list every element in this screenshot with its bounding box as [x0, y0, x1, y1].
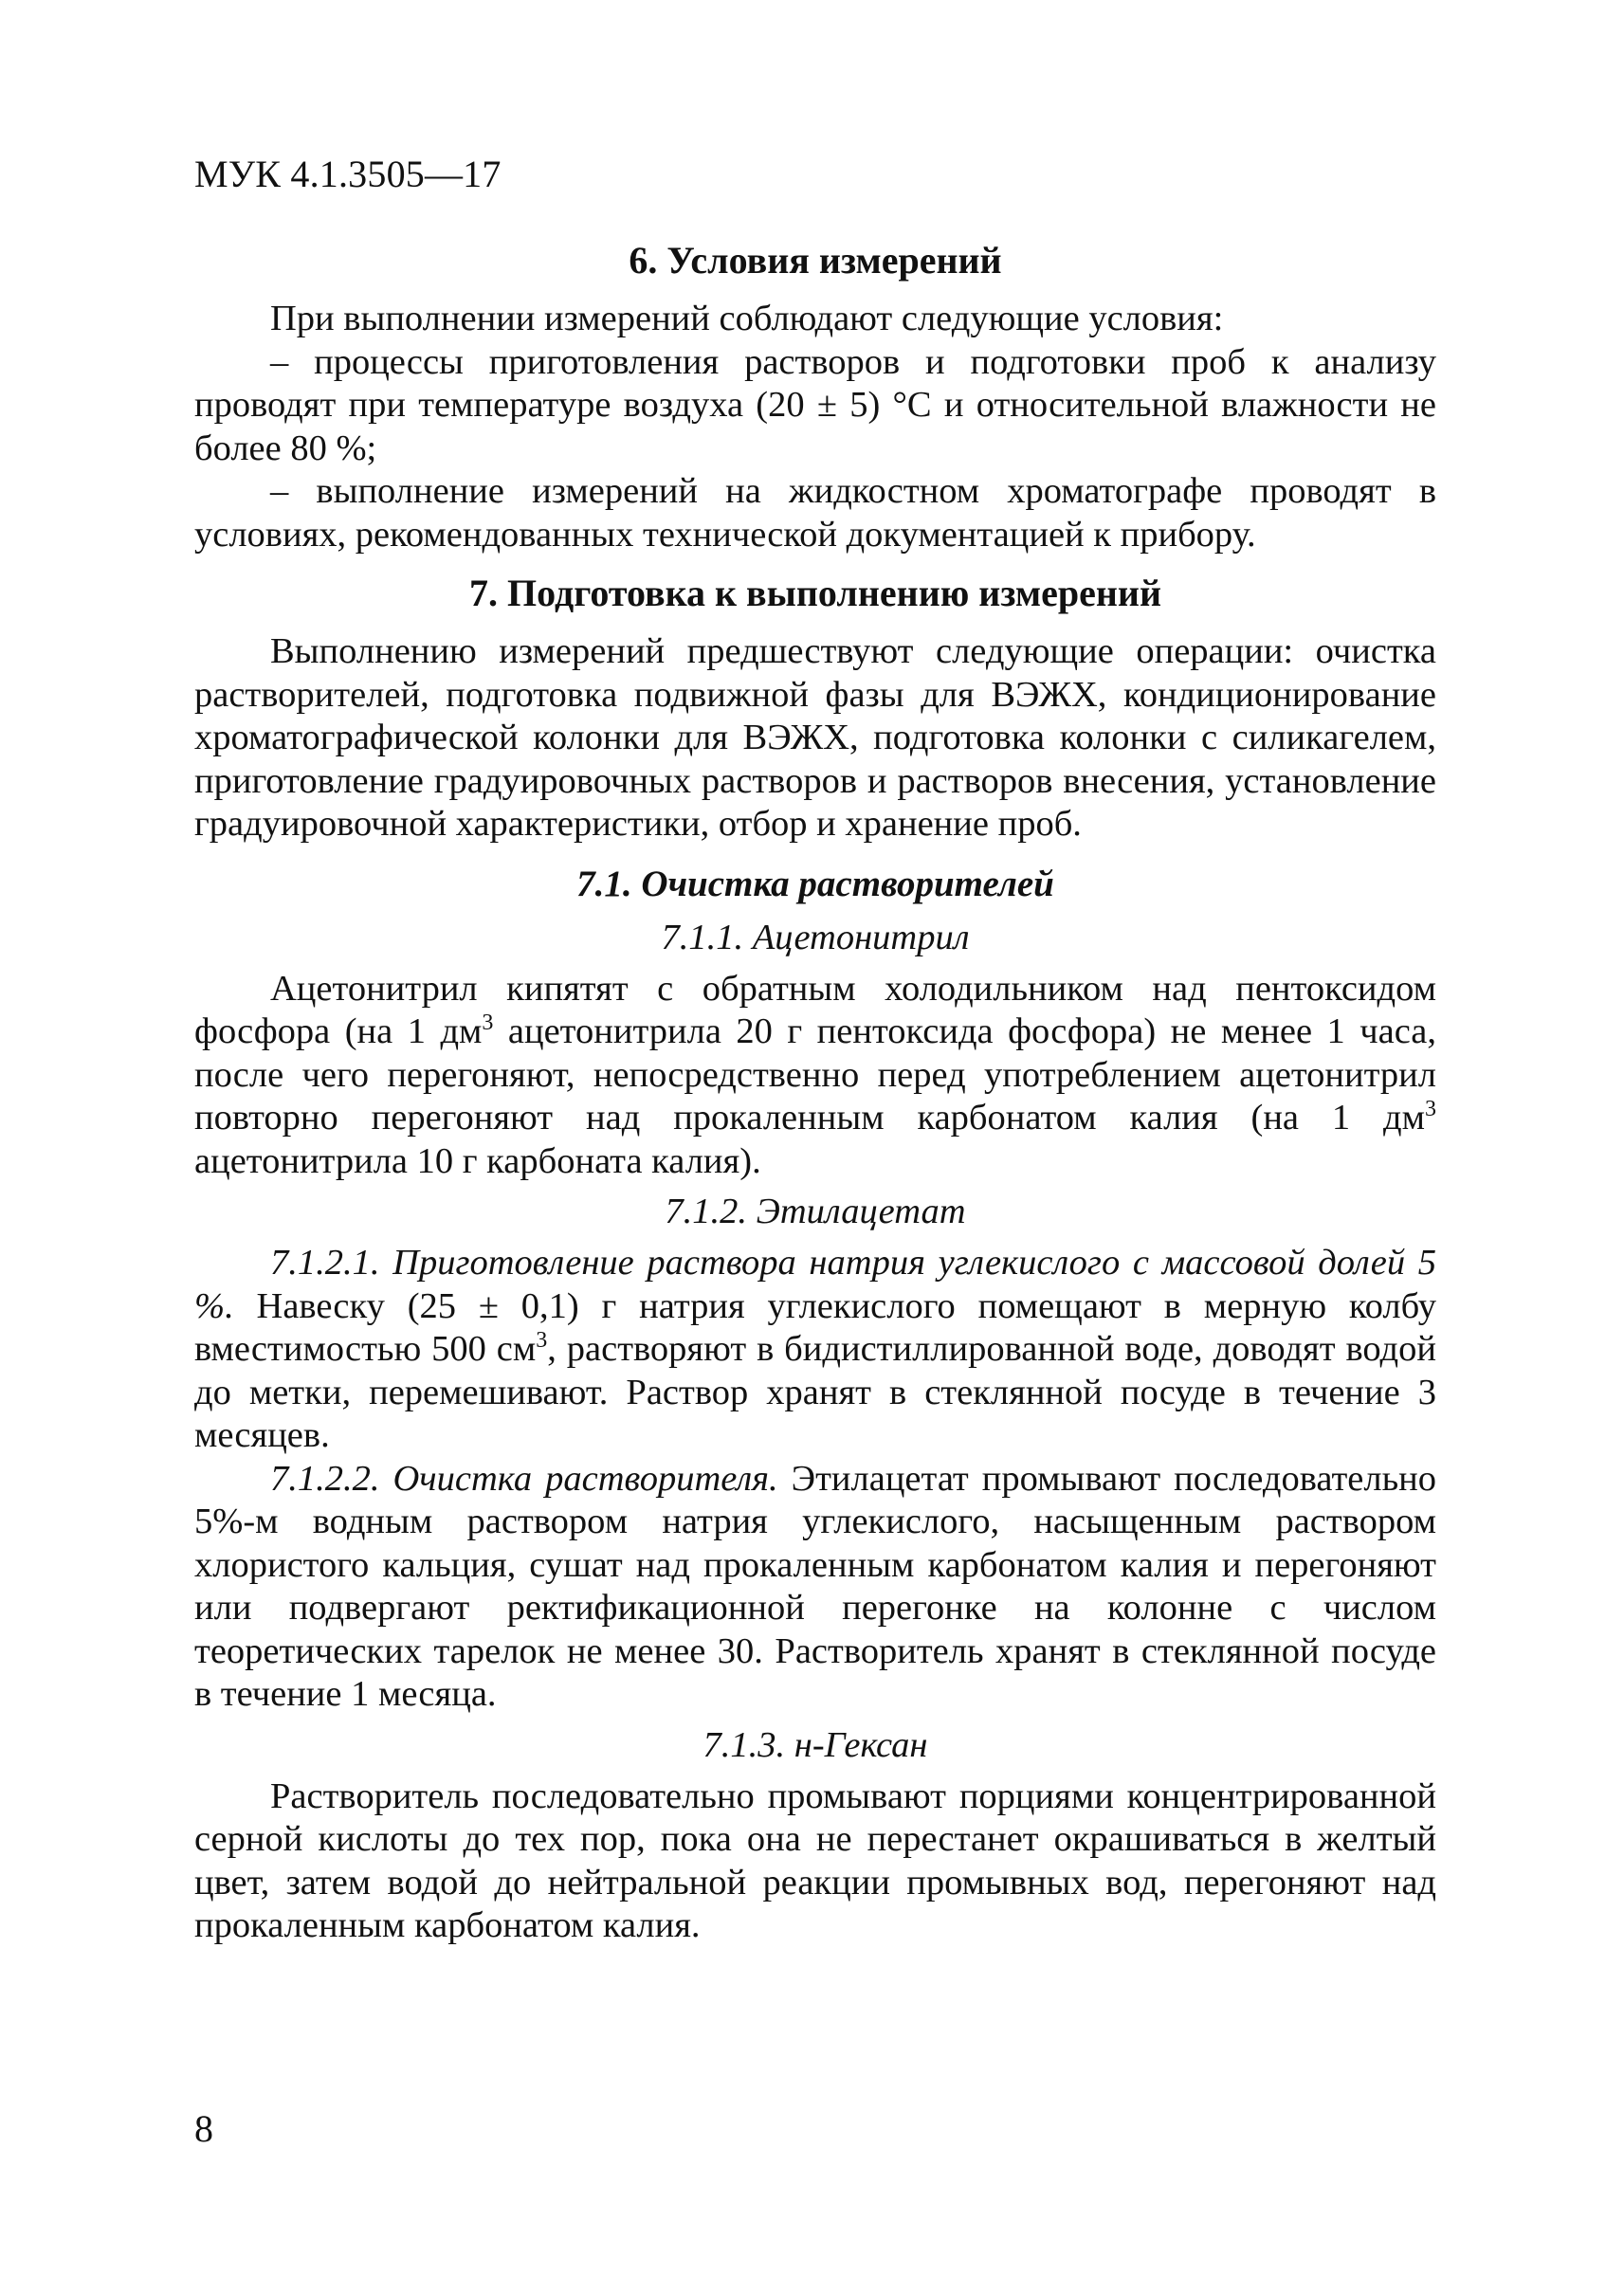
paragraph: Растворитель последовательно промывают порциями концентрированной серной кислоты до тех пор, пока она не перестанет окрашиваться в желтый цвет, затем водой до нейтральной реакции промывных вод, перегоняют над прокаленным карбонатом калия. — [194, 1775, 1436, 1945]
superscript: 3 — [536, 1328, 548, 1353]
text-run: ацетонитрила 20 г пентоксида фосфора) не менее 1 часа, после чего перегоняют, непосредственно перед употреблением ацетонитрил повторно перегоняют над прокаленным карбонатом калия (на 1 дм — [194, 1011, 1437, 1138]
section-7-title: 7. Подготовка к выполнению измерений — [469, 572, 1161, 614]
paragraph — [194, 1458, 1436, 1717]
paragraph: При выполнении измерений соблюдают следующие условия: — [270, 299, 1224, 338]
document-header: МУК 4.1.3505—17 — [194, 153, 502, 195]
text-run: ацетонитрила 10 г карбоната калия). — [194, 1140, 761, 1181]
subsection-7-1-3-title: 7.1.3. н-Гексан — [703, 1724, 928, 1765]
superscript: 3 — [482, 1010, 494, 1035]
paragraph — [194, 968, 1436, 1184]
text-run: Навеску (25 ± 0,1) г натрия углекислого помещают в мерную колбу вместимостью 500 см — [194, 1285, 1436, 1369]
text-run: , растворяют в бидистиллированной воде, доводят водой до метки, перемешивают. Раствор хранят в стеклянной посуде в течение 3 месяцев. — [194, 1329, 1436, 1455]
superscript: 3 — [1425, 1097, 1436, 1121]
clause-heading: 7.1.2.1. Приготовление раствора натрия углекислого с массовой долей 5 %. — [194, 1243, 1436, 1326]
paragraph: – выполнение измерений на жидкостном хроматографе проводят в условиях, рекомендованных технической документацией к прибору. — [194, 471, 1436, 555]
page-number: 8 — [194, 2107, 213, 2150]
paragraph: – процессы приготовления растворов и подготовки проб к анализу проводят при температуре воздуха (20 ± 5) °С и относительной влажности не более 80 %; — [194, 341, 1436, 468]
subsection-7-1-2-title: 7.1.2. Этилацетат — [665, 1192, 966, 1231]
subsection-7-1-title: 7.1. Очистка растворителей — [576, 863, 1054, 904]
clause-heading: 7.1.2.2. Очистка растворителя. — [270, 1458, 778, 1499]
subsection-7-1-1-title: 7.1.1. Ацетонитрил — [661, 917, 970, 957]
paragraph: Выполнению измерений предшествуют следующие операции: очистка растворителей, подготовка подвижной фазы для ВЭЖХ, кондиционирование хроматографической колонки для ВЭЖХ, подготовка колонки с силикагелем, приготовление градуировочных растворов и растворов внесения, установление градуировочной характеристики, отбор и хранение проб. — [194, 631, 1436, 844]
paragraph — [194, 1242, 1436, 1458]
text-run: Ацетонитрил кипятят с обратным холодильником над пентоксидом фосфора (на 1 дм — [194, 968, 1436, 1051]
section-6-title: 6. Условия измерений — [629, 239, 1002, 282]
text-run: Этилацетат промывают последовательно 5%-м водным раствором натрия углекислого, насыщенным раствором хлористого кальция, сушат над прокаленным карбонатом калия и перегоняют или подвергают ректификационной перегонке на колонне с числом теоретических тарелок не менее 30. Растворитель хранят в стеклянной посуде в течение 1 месяца. — [194, 1458, 1436, 1714]
document-body — [194, 237, 1436, 1948]
